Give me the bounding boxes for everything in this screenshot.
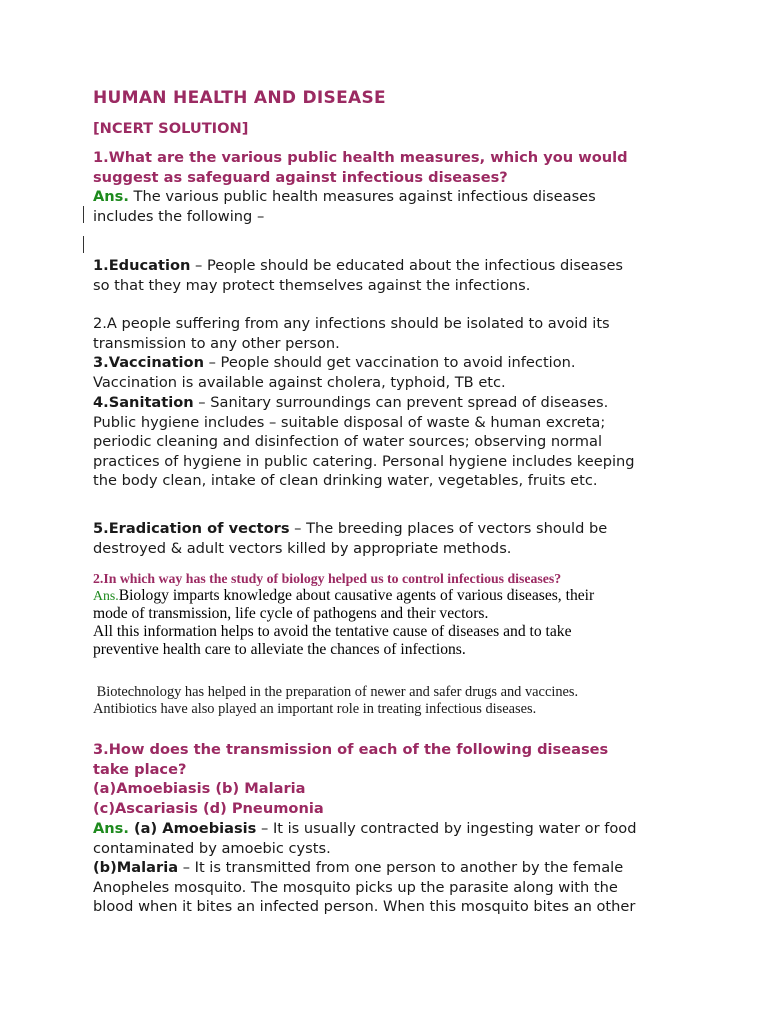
answer-1-intro-line-1 <box>93 187 683 207</box>
measure-vaccination <box>93 353 683 392</box>
answer-text: Biology imparts knowledge about causative agents of various diseases, their <box>118 587 595 604</box>
answer-2 <box>93 587 693 659</box>
answer-3-malaria-line-2: Anopheles mosquito. The mosquito picks up the parasite along with the <box>93 878 618 896</box>
question-3-line-3: (a)Amoebiasis (b) Malaria <box>93 780 306 798</box>
answer-2-line-3: All this information helps to avoid the tentative cause of diseases and to take <box>93 623 572 640</box>
answer-label: Ans. <box>93 188 129 205</box>
measure-vaccination-line-1 <box>93 353 683 373</box>
measure-vectors <box>93 519 683 558</box>
question-1 <box>93 148 683 187</box>
answer-2-line-1 <box>93 587 693 605</box>
disease-label: (b)Malaria <box>93 859 179 877</box>
measure-isolation-line-1: 2.A people suffering from any infections should be isolated to avoid its <box>93 315 610 332</box>
question-2-text: 2.In which way has the study of biology helped us to control infectious diseases? <box>93 571 562 586</box>
question-1-line-1: 1.What are the various public health measures, which you would <box>93 149 628 166</box>
page-title: HUMAN HEALTH AND DISEASE <box>93 88 386 108</box>
disease-text: – It is transmitted from one person to another by the female <box>178 859 624 877</box>
measure-text: – People should get vaccination to avoid infection. <box>203 354 576 371</box>
biotechnology-paragraph <box>93 684 693 718</box>
answer-3-malaria-line-1 <box>93 858 683 878</box>
answer-label: Ans. <box>93 820 129 837</box>
answer-1-intro <box>93 187 683 226</box>
answer-2-line-2: mode of transmission, life cycle of pathogens and their vectors. <box>93 605 489 622</box>
measure-education-line-2: so that they may protect themselves against the infections. <box>93 276 531 294</box>
answer-3-malaria-line-3: blood when it bites an infected person. When this mosquito bites an other <box>93 898 636 916</box>
measure-education <box>93 256 683 295</box>
measure-sanitation-line-1 <box>93 393 683 413</box>
measure-sanitation-line-4: practices of hygiene in public catering. Personal hygiene includes keeping <box>93 452 635 470</box>
biotechnology-line-2: Antibiotics have also played an important role in treating infectious diseases. <box>93 701 537 717</box>
biotechnology-line-1: Biotechnology has helped in the preparation of newer and safer drugs and vaccines. <box>93 684 579 700</box>
measure-label: 3.Vaccination <box>93 354 204 371</box>
answer-text: The various public health measures against infectious diseases <box>128 188 596 205</box>
measure-label: 1.Education <box>93 257 191 274</box>
measure-label: 4.Sanitation <box>93 394 194 411</box>
answer-2-line-4: preventive health care to alleviate the chances of infections. <box>93 641 466 658</box>
answer-3 <box>93 819 683 917</box>
disease-label: (a) Amoebiasis <box>128 820 257 837</box>
measure-sanitation-line-2: Public hygiene includes – suitable disposal of waste & human excreta; <box>93 413 606 431</box>
question-3-line-1: 3.How does the transmission of each of the following diseases <box>93 741 609 758</box>
answer-3-amoebiasis-line-1 <box>93 819 683 839</box>
measure-sanitation <box>93 393 683 491</box>
question-3-line-2: take place? <box>93 760 187 778</box>
answer-label: Ans. <box>93 588 119 603</box>
measure-sanitation-line-3: periodic cleaning and disinfection of water sources; observing normal <box>93 433 603 451</box>
text-cursor <box>83 206 84 223</box>
measure-text: – People should be educated about the infectious diseases <box>190 257 624 274</box>
page-subtitle: [NCERT SOLUTION] <box>93 120 249 137</box>
measure-text: – Sanitary surroundings can prevent spread of diseases. <box>193 394 609 411</box>
measure-vaccination-line-2: Vaccination is available against cholera, typhoid, TB etc. <box>93 373 506 391</box>
text-cursor <box>83 236 84 253</box>
measure-sanitation-line-5: the body clean, intake of clean drinking water, vegetables, fruits etc. <box>93 472 598 490</box>
question-2 <box>93 570 693 588</box>
measure-text: – The breeding places of vectors should be <box>289 520 608 537</box>
question-3-line-4: (c)Ascariasis (d) Pneumonia <box>93 799 324 817</box>
measure-isolation <box>93 314 683 353</box>
measure-isolation-line-2: transmission to any other person. <box>93 334 340 352</box>
measure-vectors-line-1 <box>93 519 683 539</box>
measure-education-line-1 <box>93 256 683 276</box>
measure-label: 5.Eradication of vectors <box>93 520 290 537</box>
question-1-line-2: suggest as safeguard against infectious diseases? <box>93 168 508 186</box>
measure-vectors-line-2: destroyed & adult vectors killed by appropriate methods. <box>93 539 512 557</box>
answer-1-intro-line-2: includes the following – <box>93 207 265 225</box>
answer-3-amoebiasis-line-2: contaminated by amoebic cysts. <box>93 839 331 857</box>
disease-text: – It is usually contracted by ingesting water or food <box>256 820 637 837</box>
question-3 <box>93 740 683 818</box>
